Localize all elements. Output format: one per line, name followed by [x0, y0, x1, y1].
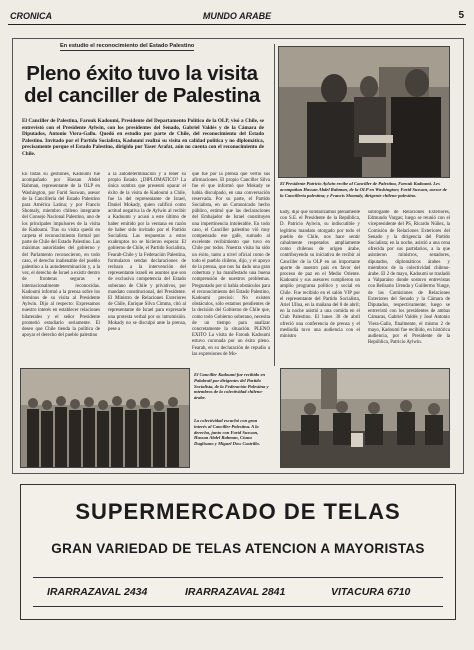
page-number: 5 — [458, 10, 464, 21]
article-kicker: En estudio el reconocimiento del Estado Palestino — [60, 43, 195, 49]
group-photo — [20, 368, 190, 468]
ad-subtitle: GRAN VARIEDAD DE TELAS ATENCION A MAYORISTAS — [51, 541, 425, 556]
press-conference-photo — [280, 368, 450, 468]
publication-name: CRONICA — [10, 11, 52, 21]
ad-title: SUPERMERCADO DE TELAS — [75, 499, 401, 524]
article-column-2: a la autodeterminación y a tener su propio Estado. ¿DIPLOMATICO? La única sombra que presentó opacar el éxito de la visita de Kadoumi a Chile, fue la del representante de Israel, Daniel Mokady, quien calificó como actitud negativa la de Aylwin al recibir a Kadoumi y acusó a este último de haber emitido por la ventana en razón de haber sido invitado por el Partido Socialista. Las respuestas a estos exabruptos no se hicieron esperar. El gobierno de Chile, el Partido Socialista, Fearab-Chile y la Federación Palestina, formularon sendas declaraciones de rechazo a la intervención del representante israelí en asuntos que son de exclusiva competencia del Estado soberano de Chile y privativos, por mandato constitucional, del Presidente. El Ministro de Relaciones Exteriores de Chile, Enrique Silva Cimma, citó al representante de Israel para expresarle una protesta verbal por su intromisión. Mokady no se disculpó ante la prensa, pese a — [108, 172, 186, 333]
main-photo — [278, 46, 450, 178]
article-lead: El Canciller de Palestina, Farouk Kadoumi, Presidente del Departamento Político de la OLP, visó a Chile, se entrevistó con el Presidente Aylwin, con los presidentes del Senado, Gabriel Valdés y de la Cámara de Diputados, Antonio Viera-Gallo. Quedó en estudio por parte de Chile, del reconocimiento del Estado Palestino. Invitado por el Partido Socialista, Kadoumi realizó su visita en calidad política y no diplomática, precisamente porque el Estado Palestino, dirigido por Yaser Arafat, aún no cuenta con el reconocimiento de Chile. — [22, 118, 264, 157]
column-divider — [274, 44, 275, 366]
article-column-1: En todas su gestiones, Kadoumi fue acompañado por Hassan Abdel Rahman, representante de la OLP en Washington, por Farid Suswan, asesor de la Cancillería del Estado Palestino para América Latina; y por Francis Shomaly, miembro chileno integrante del Consejo Nacional Palestino, uno de los principales impulsores de la visita de Kadoumi. Tras su visita quedó en carpeta el reconocimiento formal por parte de Chile del Estado Palestino. Las máximas autoridades del gobierno y del Parlamento reconocieron, en todo caso, el derecho inalienable del pueblo palestino a la autodeterminación y, a la vez, el derecho de Israel a existir dentro de fronteras seguras e internacionalmente reconocidas. Kadoumi informó a la prensa sobre los términos de su visita al Presidente Aylwin. Dijo al respecto: Expresamos nuestro interés en establecer relaciones bilaterales y el señor Presidente prometió estudiarlo seriamente. El deseo que Chile tienda la política de apoyar el derecho del pueblo palestino — [22, 172, 100, 339]
press-photo-image — [281, 369, 449, 467]
advertisement — [20, 484, 456, 620]
article-column-5: subrogante de Relaciones Exteriores, Edmundo Vargas; luego se reunió con el vicepresidente del PS, Ricardo Núñez, la Comisión de Relaciones Exteriores del Senado y la dirigencia del Partido Socialista; en la noche, asistió a una cena ofrecida por sus partidarios, a la que asistieron ministros, senadores, diputados, diplomáticos árabes y miembros de la colectividad chileno-árabe. El 2 de mayo, Kadoumi se trasladó a Valparaíso donde sostuvo entrevistas con Belisario Urenda y Guillermo Yunge, de las Comisiones de Relaciones Exteriores del Senado y la Cámara de Diputados, respectivamente; luego se entrevistó con los presidentes de ambas Cámaras, Gabriel Valdés y José Antonio Viera-Gallo, finalmente, el mismo 2 de mayo, Kadoumi fue recibido, en histórica audiencia, por el Presidente de la República, Patricio Aylwin. — [368, 210, 450, 346]
group-photo-image — [21, 369, 189, 467]
article-column-4: kady, dijo que solidarizamos plenamente con S.E. el Presidente de la República, D. Patricio Aylwin, su indiscutible y legítimo mandato otorgado por todo el pueblo de Chile, nos hace sentir cabalmente respetados ampliamente como chilenos de origen árabe, contribuyendo su iniciativa de recibir al Canciller de la OLP en un importante aporte de nuestro país en favor del proceso de paz en el Medio Oriente. Kadoumi y sus asesores cumplieron un amplio programa político y social en Chile. Fue recibido en el salón VIP por el representante del Partido Socialista, Ariel Ulloa, en la mañana del 8 de abril; en la noche asistió a una comida en el Club Palestino. El lunes 30 de abril ofreció una conferencia de prensa y el mediodía tuvo una audiencia con el ministro — [280, 210, 360, 340]
article-headline: Pleno éxito tuvo la visita del canciller de Palestina — [23, 62, 261, 107]
ad-address-2: IRARRAZAVAL 2841 — [185, 586, 286, 598]
ad-address-1: IRARRAZAVAL 2434 — [47, 586, 148, 598]
press-photo-caption: La colectividad escuchó con gran interés al Canciller Palestina. A la derecha, junto con Farid Suswan, Hassan Abdel Rahman, Ciuna Duglisano y Miguel Dow Castrillo. — [194, 418, 260, 447]
handshake-photo-image — [279, 47, 449, 177]
page-header — [8, 10, 466, 25]
section-name: MUNDO ARABE — [202, 11, 272, 21]
main-photo-caption: El Presidente Patricio Aylwin recibe al Canciller de Palestina, Farouk Kadoumi. Les acompañan Hassan Abdel Rahman, de la OLP en Washington; Farid Suswan, asesor de la Cancillería palestina; y Francis Shomaly, dirigente chileno-palestino. — [280, 181, 447, 198]
ad-address-3: VITACURA 6710 — [331, 586, 411, 598]
group-photo-caption: El Canciller Kadoumi fue recibido en Palabrail por dirigentes del Partido Socialista, de la Federación Palestina y miembros de la colectividad chileno-árabe. — [194, 372, 269, 401]
ad-address-bar — [33, 577, 443, 607]
article-column-3: que fue por la prensa que vertió sus afirmaciones. El propio Canciller Silva fue el que informó que Mokady se había disculpado, en una conversación reservada. Por su parte, el Partido Socialista, en un Comunicado hecho público, estimó que las declaraciones del Embajador de Israel constituyen una impertinencia intolerable. En todo caso, el Canciller palestino vió muy compensado ese gafe, sumado al excelente recibimiento que tuvo en Chile por todos. Nuestra visita ha sido un éxito, tanto a nivel oficial como de todo el pueblo chileno, dijo, y el apoyo de la prensa, que nos ha dado una gran cobertura y ha manifestado una buena comprensión de nuestros problemas. Preguntado por si había obstáculos para el reconocimiento del Estado Palestino, Kadoumi precisó: No existen obstáculos, sólo estamos pendientes de la decisión del Gobierno de Chile que, como todo Gobierno soberano, necesita de un tiempo para analizar concretamente la situación. PLENO EXITO La visita de Farouk Kadoumi estuvo coronada por un éxito pleno. Fearab, en su declaración de repudio a las expresiones de Mo- — [192, 172, 270, 357]
